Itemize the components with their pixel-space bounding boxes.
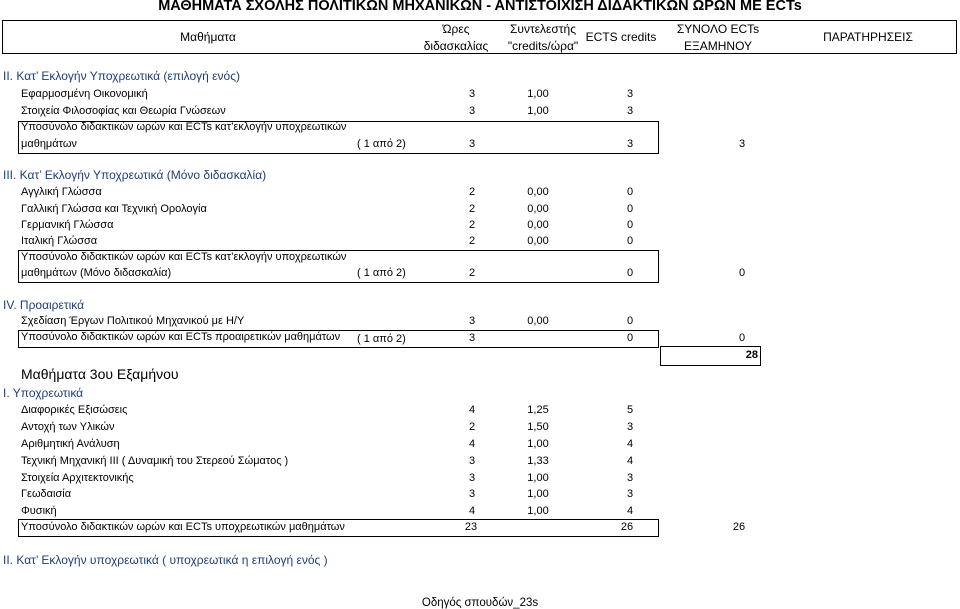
subtotal-hours: 23	[464, 521, 478, 533]
section-heading: Ι. Υποχρεωτικά	[3, 386, 84, 400]
header-notes: ΠΑΡΑΤΗΡΗΣΕΙΣ	[823, 30, 913, 44]
section-total: 0	[738, 332, 746, 344]
subtotal-label: Υποσύνολο διδακτικών ωρών και ECTs κατ’εκλογήν υποχρεωτικών	[21, 121, 347, 133]
subtotal-hours: 2	[468, 267, 476, 279]
header-courses: Μαθήματα	[180, 30, 236, 44]
section-heading: II. Κατ’ Εκλογήν υποχρεωτικά ( υποχρεωτικά η επιλογή ενός )	[3, 553, 328, 567]
subtotal-hours: 3	[468, 332, 476, 344]
subtotal-choice: ( 1 από 2)	[357, 333, 406, 345]
subtotal-choice: ( 1 από 2)	[357, 267, 406, 279]
semester-title: Μαθήματα 3ου Εξαμήνου	[21, 366, 179, 382]
header-semester-total: ΣΥΝΟΛΟ ECTs ΕΞΑΜΗΝΟΥ	[676, 22, 760, 53]
subtotal-label: μαθημάτων (Μόνο διδασκαλία)	[21, 267, 172, 279]
section-total: 0	[738, 267, 746, 279]
subtotal-hours: 3	[468, 138, 476, 150]
header-hours: Ώρες διδασκαλίας	[423, 22, 489, 53]
subtotal-ects: 0	[626, 332, 634, 344]
section-total: 26	[732, 521, 746, 533]
section-heading: II. Κατ’ Εκλογήν Υποχρεωτικά (επιλογή ενός)	[3, 69, 240, 83]
subtotal-label: Υποσύνολο διδακτικών ωρών και ECTs προαιρετικών μαθημάτων	[21, 331, 341, 343]
section-heading: III. Κατ’ Εκλογήν Υποχρεωτικά (Μόνο διδασκαλία)	[3, 168, 267, 182]
semester-total: 28	[745, 349, 758, 361]
subtotal-label: μαθημάτων	[21, 138, 77, 150]
subtotal-ects: 0	[626, 267, 634, 279]
subtotal-label: Υποσύνολο διδακτικών ωρών και ECTs κατ’εκλογήν υποχρεωτικών	[21, 251, 347, 263]
subtotal-choice: ( 1 από 2)	[357, 138, 406, 150]
section-total: 3	[738, 138, 746, 150]
subtotal-ects: 3	[626, 138, 634, 150]
header-coefficient: Συντελεστής "credits/ώρα"	[507, 22, 579, 53]
subtotal-ects: 26	[620, 521, 634, 533]
section-heading: IV. Προαιρετικά	[3, 298, 85, 312]
subtotal-label: Υποσύνολο διδακτικών ωρών και ECTs υποχρεωτικών μαθημάτων	[21, 521, 345, 533]
table-header	[2, 20, 957, 54]
page-footer: Οδηγός σπουδών_23s	[421, 597, 539, 609]
header-ects: ECTS credits	[585, 30, 657, 44]
page-title: ΜΑΘΗΜΑΤΑ ΣΧΟΛΗΣ ΠΟΛΙΤΙΚΩΝ ΜΗΧΑΝΙΚΩΝ - ΑΝΤΙΣΤΟΙΧΙΣΗ ΔΙΔΑΚΤΙΚΩΝ ΩΡΩΝ ΜΕ ECTs	[158, 0, 802, 14]
